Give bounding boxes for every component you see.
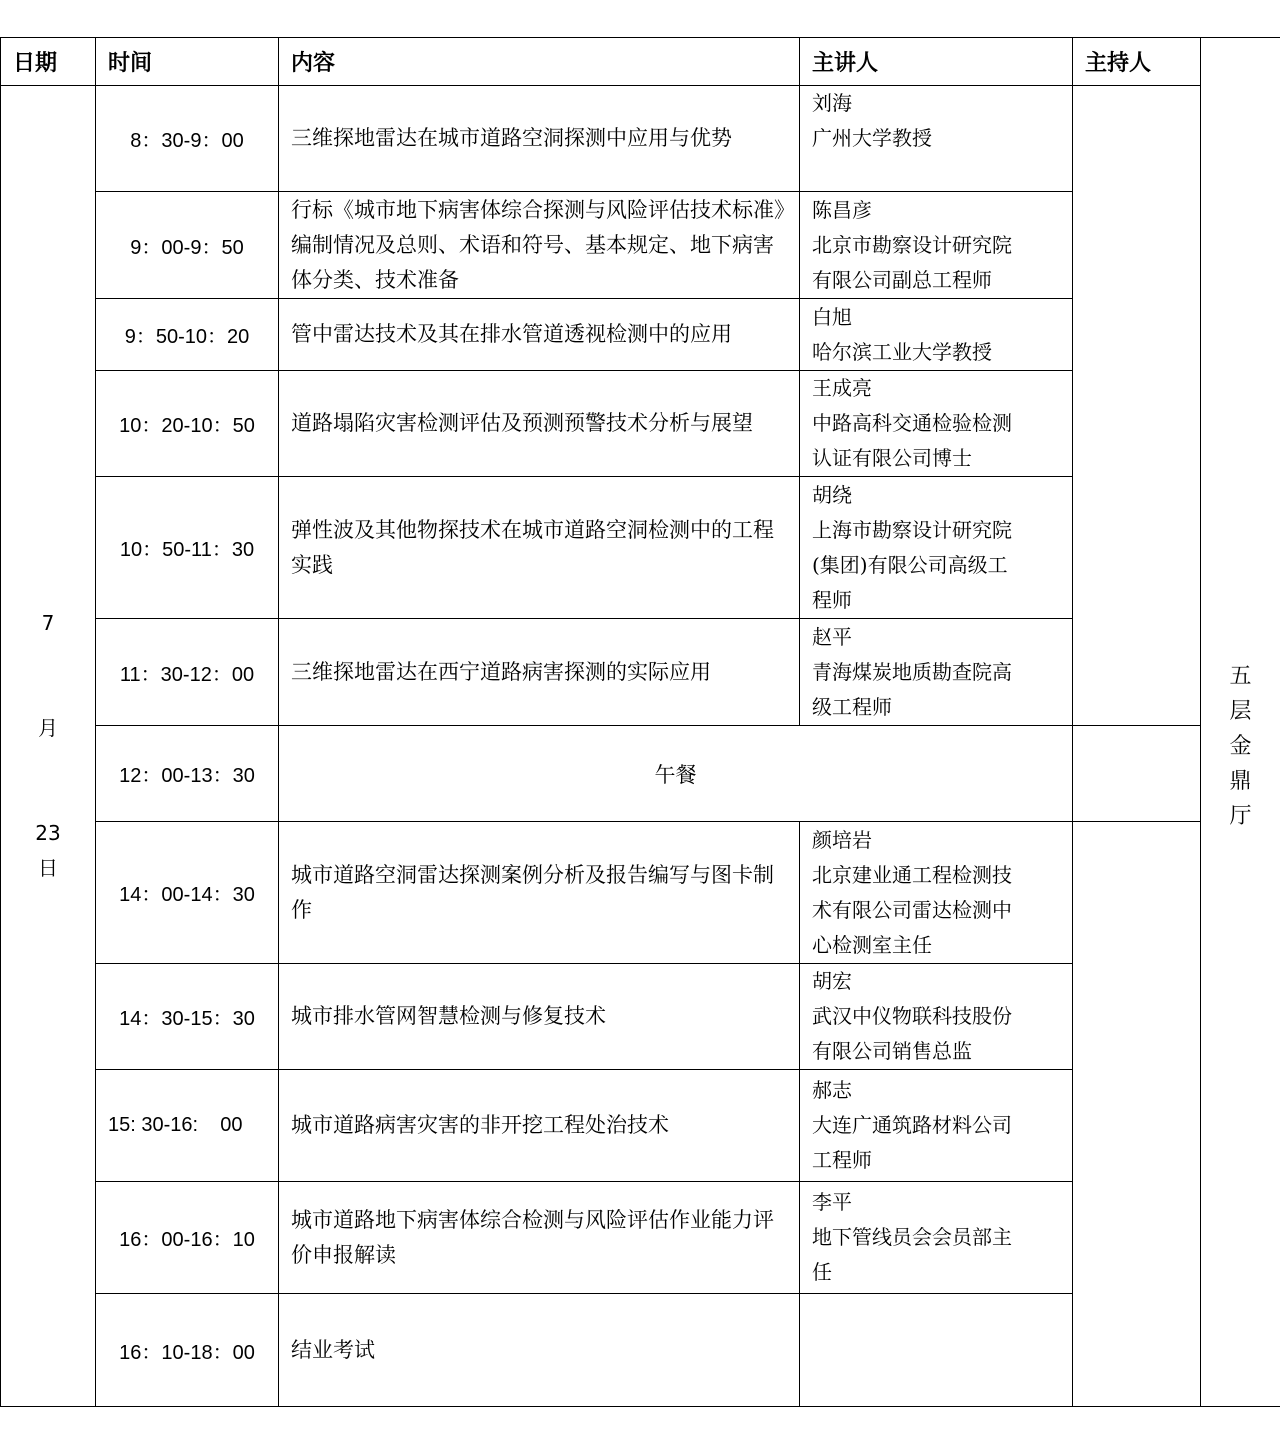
venue-char: 层 xyxy=(1229,698,1252,724)
header-row xyxy=(1,38,1280,86)
speaker-line: 地下管线员会会员部主 xyxy=(812,1225,1012,1249)
venue-char: 鼎 xyxy=(1229,768,1252,794)
speaker-line: 颜培岩 xyxy=(812,827,872,852)
speaker-cell xyxy=(800,619,1073,726)
content-cell: 行标《城市地下病害体综合探测与风险评估技术标准》编制情况及总则、术语和符号、基本规定、地下病害体分类、技术准备 xyxy=(279,192,800,299)
speaker-line: 胡宏 xyxy=(812,969,852,993)
header-host: 主持人 xyxy=(1073,38,1201,86)
speaker-line: 青海煤炭地质勘查院高 xyxy=(812,659,1012,684)
speaker-line: 北京市勘察设计研究院 xyxy=(812,232,1012,257)
speaker-line: (集团)有限公司高级工 xyxy=(812,552,1008,577)
header-content: 内容 xyxy=(279,38,800,86)
header-speaker: 主讲人 xyxy=(800,38,1073,86)
speaker-line: 中路高科交通检验检测 xyxy=(812,411,1012,435)
speaker-line: 刘海 xyxy=(812,91,852,115)
speaker-line: 大连广通筑路材料公司 xyxy=(812,1113,1012,1137)
speaker-line: 上海市勘察设计研究院 xyxy=(812,517,1012,542)
speaker-line: 陈昌彦 xyxy=(812,197,872,222)
speaker-line: 任 xyxy=(812,1260,832,1284)
speaker-line: 武汉中仪物联科技股份 xyxy=(812,1004,1012,1028)
time-cell: 16：10-18：00 xyxy=(96,1294,279,1407)
speaker-cell xyxy=(800,964,1073,1070)
host-cell xyxy=(1073,86,1201,726)
venue-char: 五 xyxy=(1229,663,1252,689)
content-cell: 三维探地雷达在西宁道路病害探测的实际应用 xyxy=(279,619,800,726)
speaker-line: 李平 xyxy=(812,1190,852,1214)
content-cell: 城市道路地下病害体综合检测与风险评估作业能力评价申报解读 xyxy=(279,1182,800,1294)
time-cell: 12：00-13：30 xyxy=(96,726,279,822)
time-cell: 9：50-10：20 xyxy=(96,299,279,371)
speaker-line: 北京建业通工程检测技 xyxy=(812,862,1012,887)
speaker-line: 术有限公司雷达检测中 xyxy=(812,897,1012,922)
speaker-line: 认证有限公司博士 xyxy=(812,446,972,470)
content-cell: 三维探地雷达在城市道路空洞探测中应用与优势 xyxy=(279,86,800,192)
speaker-line: 广州大学教授 xyxy=(812,126,932,150)
time-cell: 10：20-10：50 xyxy=(96,371,279,477)
time-cell: 11：30-12：00 xyxy=(96,619,279,726)
host-cell xyxy=(1073,822,1201,1407)
speaker-line: 有限公司销售总监 xyxy=(812,1039,972,1063)
speaker-line: 哈尔滨工业大学教授 xyxy=(812,339,992,364)
speaker-line: 白旭 xyxy=(812,304,852,329)
schedule-table xyxy=(0,37,1280,1407)
speaker-cell xyxy=(800,1070,1073,1182)
content-cell: 城市道路空洞雷达探测案例分析及报告编写与图卡制作 xyxy=(279,822,800,964)
speaker-cell xyxy=(800,192,1073,299)
speaker-line: 赵平 xyxy=(812,624,852,649)
speaker-line: 王成亮 xyxy=(812,376,872,400)
time-cell: 14：30-15：30 xyxy=(96,964,279,1070)
date-part: 月 xyxy=(38,716,58,740)
time-cell: 14：00-14：30 xyxy=(96,822,279,964)
speaker-cell xyxy=(800,1182,1073,1294)
header-time: 时间 xyxy=(96,38,279,86)
table-row xyxy=(1,726,1280,822)
speaker-line: 有限公司副总工程师 xyxy=(812,267,992,292)
date-part: 7 xyxy=(41,611,55,635)
speaker-cell xyxy=(800,371,1073,477)
content-cell: 弹性波及其他物探技术在城市道路空洞检测中的工程实践 xyxy=(279,477,800,619)
time-cell: 9：00-9：50 xyxy=(96,192,279,299)
date-cell xyxy=(1,86,96,1407)
table-row xyxy=(1,86,1280,192)
time-cell: 10：50-11：30 xyxy=(96,477,279,619)
table-row xyxy=(1,822,1280,964)
content-cell: 城市排水管网智慧检测与修复技术 xyxy=(279,964,800,1070)
speaker-cell xyxy=(800,822,1073,964)
time-cell: 8：30-9：00 xyxy=(96,86,279,192)
content-cell: 结业考试 xyxy=(279,1294,800,1407)
header-date: 日期 xyxy=(1,38,96,86)
speaker-cell xyxy=(800,477,1073,619)
speaker-line: 程师 xyxy=(812,587,852,612)
speaker-line: 郝志 xyxy=(812,1078,852,1102)
speaker-cell xyxy=(800,86,1073,192)
content-cell: 管中雷达技术及其在排水管道透视检测中的应用 xyxy=(279,299,800,371)
venue-char: 厅 xyxy=(1229,803,1252,829)
venue-char: 金 xyxy=(1229,733,1252,759)
speaker-cell xyxy=(800,1294,1073,1407)
speaker-line: 级工程师 xyxy=(812,694,892,719)
content-cell: 道路塌陷灾害检测评估及预测预警技术分析与展望 xyxy=(279,371,800,477)
content-cell: 城市道路病害灾害的非开挖工程处治技术 xyxy=(279,1070,800,1182)
host-cell xyxy=(1073,726,1201,822)
time-cell: 15: 30-16: 00 xyxy=(96,1070,279,1182)
lunch-cell: 午餐 xyxy=(279,726,1073,822)
speaker-line: 心检测室主任 xyxy=(812,932,932,957)
venue-cell xyxy=(1201,38,1280,1407)
time-cell: 16：00-16：10 xyxy=(96,1182,279,1294)
speaker-line: 胡绕 xyxy=(812,482,852,507)
speaker-line: 工程师 xyxy=(812,1148,872,1172)
date-part: 23 xyxy=(35,821,61,845)
speaker-cell xyxy=(800,299,1073,371)
date-part: 日 xyxy=(38,856,58,880)
